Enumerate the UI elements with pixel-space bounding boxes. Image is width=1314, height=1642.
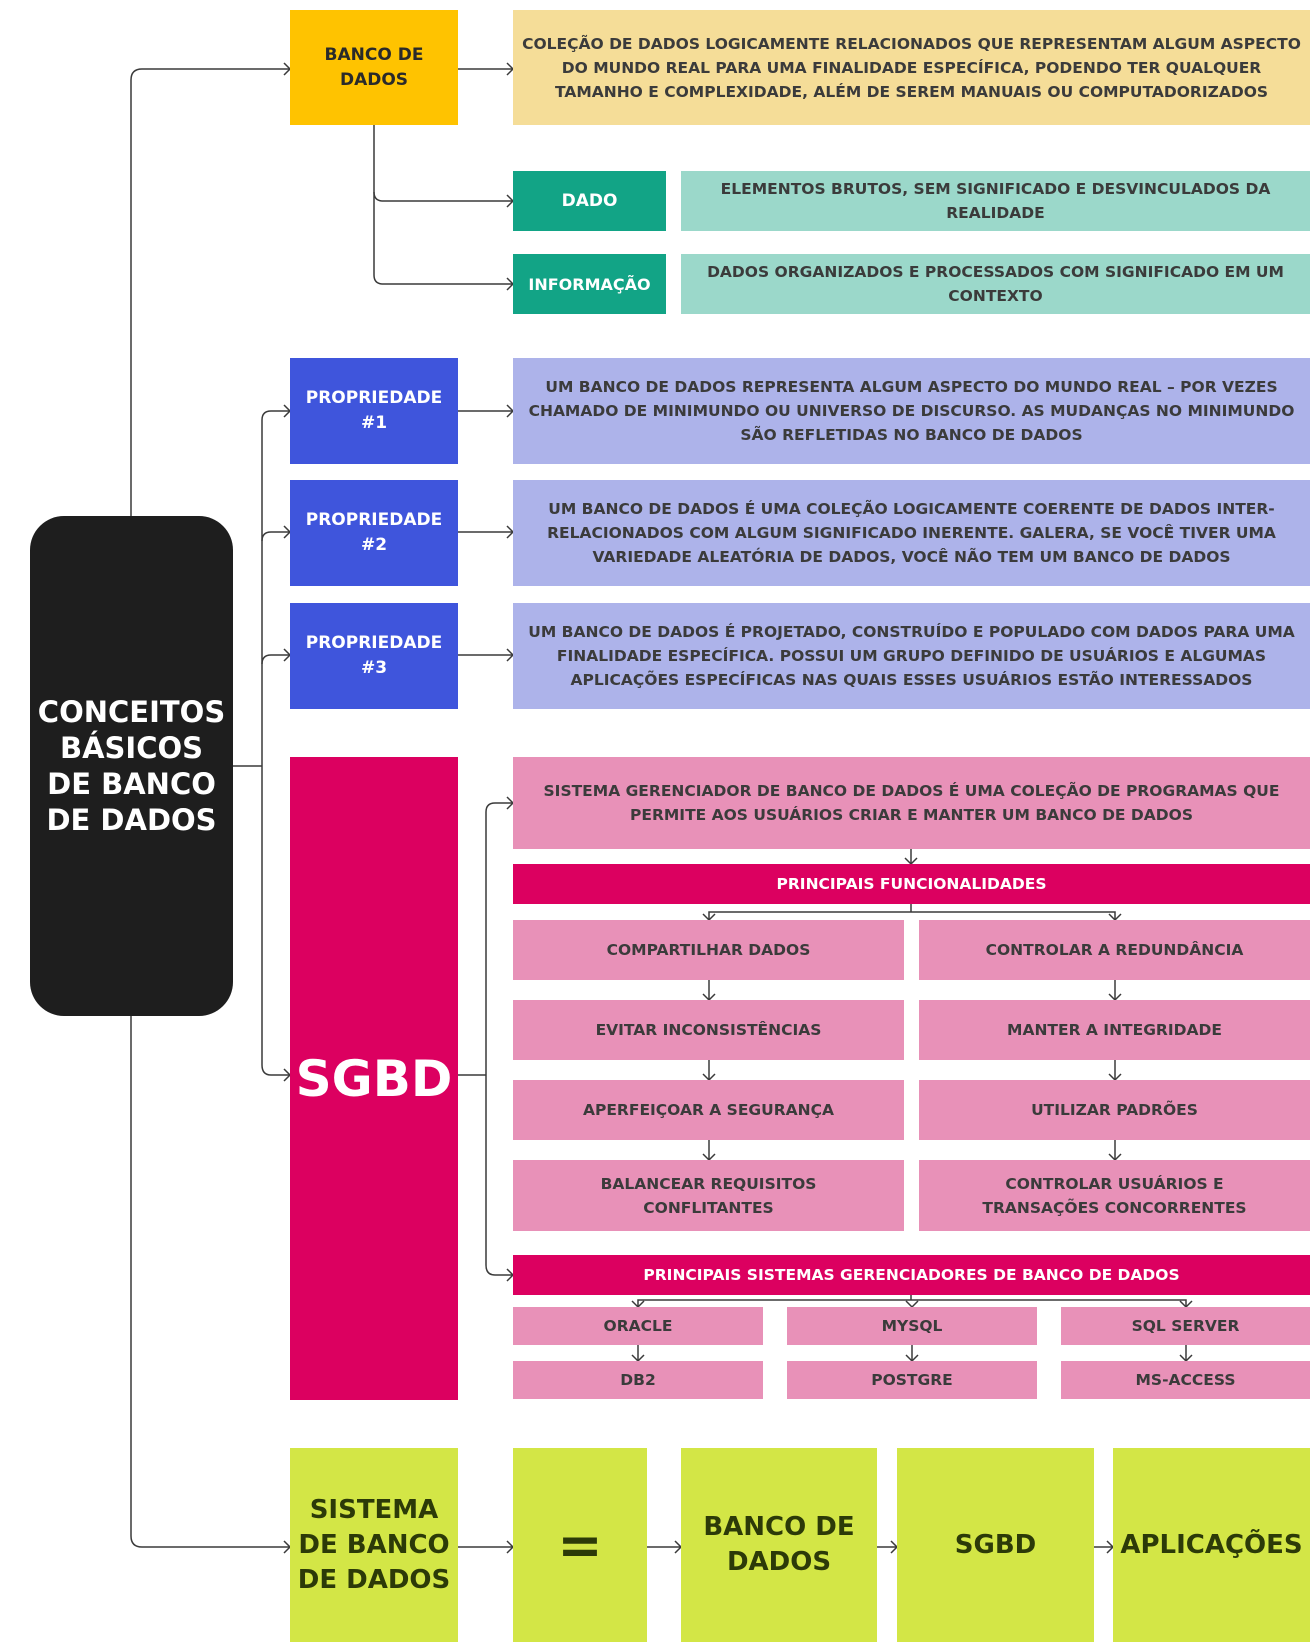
sistemas-title: PRINCIPAIS SISTEMAS GERENCIADORES DE BANCO DE DADOS [643, 1266, 1180, 1284]
sistema-label: SISTEMA DE BANCO DE DADOS [297, 1494, 451, 1595]
func-utilizar-padroes [919, 1080, 1310, 1140]
banco-de-dados-description [513, 10, 1310, 125]
equals-node [513, 1448, 647, 1642]
propriedade-3-node [290, 603, 458, 709]
func-controlar-usuarios [919, 1160, 1310, 1231]
banco-de-dados-node [290, 10, 458, 125]
connector-func-branch [709, 912, 1115, 920]
funcionalidades-title: PRINCIPAIS FUNCIONALIDADES [776, 875, 1047, 893]
func-compartilhar-dados [513, 920, 904, 980]
sgbd-sql-server [1061, 1307, 1310, 1345]
connector-bracket-p2 [262, 532, 290, 541]
propriedade-2-description [513, 480, 1310, 586]
dado-desc-text: ELEMENTOS BRUTOS, SEM SIGNIFICADO E DESVINCULADOS DA REALIDADE [720, 180, 1271, 222]
connector-bracket-p3 [262, 655, 290, 664]
banco-de-dados-label: BANCO DE DADOS [324, 44, 424, 90]
func-label: BALANCEAR REQUISITOS CONFLITANTES [600, 1174, 817, 1217]
informacao-node [513, 254, 666, 314]
propriedade-2-desc-text: UM BANCO DE DADOS É UMA COLEÇÃO LOGICAMENTE COERENTE DE DADOS INTER-RELACIONADOS COM ALGUM SIGNIFICADO INERENTE. GALERA, SE VOCÊ TIVER UMA VARIEDADE ALEATÓRIA DE DADOS, VOCÊ NÃO TEM UM BANCO DE DADOS [547, 500, 1276, 566]
func-label: EVITAR INCONSISTÊNCIAS [595, 1021, 822, 1039]
func-label: MANTER A INTEGRIDADE [1007, 1021, 1222, 1039]
func-controlar-redundancia [919, 920, 1310, 980]
connector-bracket-p1 [262, 411, 290, 420]
sgbd-db2 [513, 1361, 763, 1399]
propriedade-3-label: PROPRIEDADE #3 [305, 633, 443, 678]
root-label: CONCEITOS BÁSICOS DE BANCO DE DADOS [37, 695, 226, 837]
propriedade-3-description [513, 603, 1310, 709]
sgbd-product-label: SQL SERVER [1131, 1317, 1240, 1335]
func-manter-integridade [919, 1000, 1310, 1060]
dado-description [681, 171, 1310, 231]
func-balancear-requisitos [513, 1160, 904, 1231]
func-label: CONTROLAR A REDUNDÂNCIA [985, 941, 1244, 959]
func-label: APERFEIÇOAR A SEGURANÇA [582, 1101, 834, 1119]
connector-bracket-sgbd [262, 1065, 290, 1075]
connector-banco-info [374, 192, 513, 284]
sgbd-product-label: DB2 [620, 1371, 656, 1389]
connector-sistemas-branch [638, 1300, 1186, 1307]
propriedade-3-desc-text: UM BANCO DE DADOS É PROJETADO, CONSTRUÍDO E POPULADO COM DADOS PARA UMA FINALIDADE ESPECÍFICA. POSSUI UM GRUPO DEFINIDO DE USUÁRIOS E ALGUMAS APLICAÇÕES ESPECÍFICAS NAS QUAIS ESSES USUÁRIOS ESTÃO INTERESSADOS [528, 623, 1295, 689]
sgbd-desc-text: SISTEMA GERENCIADOR DE BANCO DE DADOS É UMA COLEÇÃO DE PROGRAMAS QUE PERMITE AOS USUÁRIOS CRIAR E MANTER UM BANCO DE DADOS [543, 782, 1280, 824]
propriedade-2-label: PROPRIEDADE #2 [305, 510, 443, 555]
connector-banco-dado [374, 125, 513, 201]
informacao-label: INFORMAÇÃO [528, 274, 651, 294]
sgbd-product-label: ORACLE [603, 1317, 673, 1335]
banco-de-dados-desc-text: COLEÇÃO DE DADOS LOGICAMENTE RELACIONADOS QUE REPRESENTAM ALGUM ASPECTO DO MUNDO REAL PARA UMA FINALIDADE ESPECÍFICA, PODENDO TER QUALQUER TAMANHO E COMPLEXIDADE, ALÉM DE SEREM MANUAIS OU COMPUTADORIZADOS [522, 34, 1301, 101]
sgbd-mysql [787, 1307, 1037, 1345]
sgbd-product-label: MYSQL [881, 1317, 943, 1335]
component-label: APLICAÇÕES [1120, 1530, 1303, 1560]
component-aplicacoes [1113, 1448, 1310, 1642]
sgbd-label: SGBD [295, 1049, 453, 1108]
sgbd-oracle [513, 1307, 763, 1345]
funcionalidades-header [513, 864, 1310, 904]
connector-sgbd-sistemas [486, 1265, 513, 1275]
connector-sgbd-desc [486, 803, 513, 812]
sgbd-ms-access [1061, 1361, 1310, 1399]
equals-sign: = [557, 1513, 603, 1577]
func-label: CONTROLAR USUÁRIOS E TRANSAÇÕES CONCORRENTES [982, 1174, 1247, 1217]
component-label: SGBD [954, 1530, 1037, 1560]
informacao-description [681, 254, 1310, 314]
func-label: UTILIZAR PADRÕES [1031, 1101, 1198, 1119]
component-banco-de-dados [681, 1448, 877, 1642]
component-label: BANCO DE DADOS [703, 1512, 855, 1577]
root-node [30, 516, 233, 1016]
connector-root-sistema [131, 1016, 290, 1547]
propriedade-1-description [513, 358, 1310, 464]
sistemas-header [513, 1255, 1310, 1295]
sistema-de-banco-node [290, 1448, 458, 1642]
component-sgbd [897, 1448, 1094, 1642]
func-evitar-inconsistencias [513, 1000, 904, 1060]
dado-label: DADO [561, 191, 618, 211]
sgbd-postgre [787, 1361, 1037, 1399]
propriedade-1-node [290, 358, 458, 464]
sgbd-product-label: MS-ACCESS [1135, 1371, 1236, 1389]
connector-root-banco [131, 69, 290, 516]
informacao-desc-text: DADOS ORGANIZADOS E PROCESSADOS COM SIGNIFICADO EM UM CONTEXTO [707, 263, 1284, 305]
propriedade-1-desc-text: UM BANCO DE DADOS REPRESENTA ALGUM ASPECTO DO MUNDO REAL – POR VEZES CHAMADO DE MINIMUNDO OU UNIVERSO DE DISCURSO. AS MUDANÇAS NO MINIMUNDO SÃO REFLETIDAS NO BANCO DE DADOS [528, 378, 1295, 444]
dado-node [513, 171, 666, 231]
sgbd-node [290, 757, 458, 1400]
func-label: COMPARTILHAR DADOS [606, 941, 811, 959]
func-aperfeicoar-seguranca [513, 1080, 904, 1140]
sgbd-product-label: POSTGRE [871, 1371, 953, 1389]
propriedade-1-label: PROPRIEDADE #1 [305, 388, 443, 433]
propriedade-2-node [290, 480, 458, 586]
sgbd-description [513, 757, 1310, 849]
